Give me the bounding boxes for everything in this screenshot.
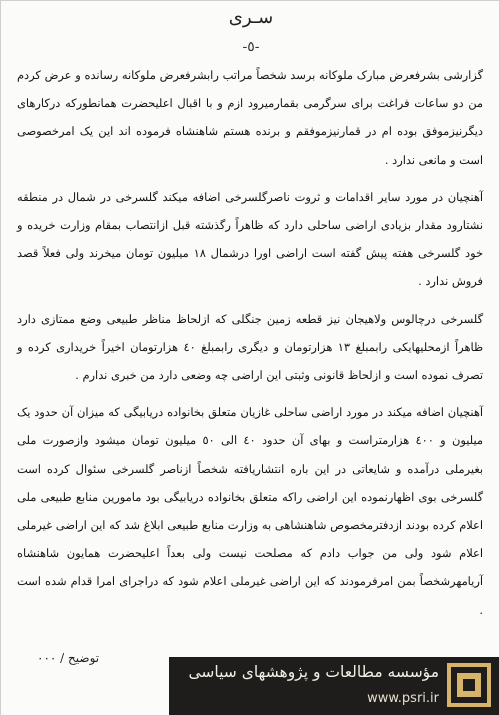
document-body (17, 61, 483, 633)
page-number: -٥- (242, 39, 260, 55)
publisher-watermark (169, 657, 499, 715)
psri-logo-icon (447, 663, 491, 707)
classification-header: سـری (228, 7, 274, 28)
publisher-url: www.psri.ir (367, 691, 439, 706)
paragraph-2: آهنچیان در مورد سایر اقدامات و ثروت ناصرگلسرخی اضافه میکند گلسرخی در شمال در منطقه نشتارود مقدار بزیادی اراضی ساحلی دارد که ظاهراً رگذشته قبل ازانتصاب بمقام وزارت خریده و خود گلسرخی هفته پیش گفته است اراضی اورا درشمال ١٨ میلیون تومان میخرند ولی فعلاً قصد فروش ندارد . (17, 189, 484, 289)
paragraph-1: گزارشی بشرفعرض مبارک ملوکانه برسد شخصاً مراتب رابشرفعرض ملوکانه رسانده و عرض کردم من دو ساعات فراغت برای سرگرمی بقمارمیرود ازم و با اقبال اعلیحضرت همانطورکه درکارهای دیگرنیزموفق بوده ام در قمارنیزموفقم و برنده هستم شاهنشاه فرموده اند این یک امرخصوصی است و مانعی ندارد . (17, 68, 483, 167)
paragraph-4: آهنچیان اضافه میکند در مورد اراضی ساحلی غازیان متعلق بخانواده دریابیگی که میزان آن حدود یک میلیون و ٤٠٠ هزارمتراست و بهای آن حدود ٤٠ الی ٥٠ میلیون تومان میشود وازصورت ملی بغیرملی درآمده و شایعاتی در این باره انتشاریافته شخصاً ازناصر گلسرخی سئوال کرده است گلسرخی بوی اظهارنموده این اراضی راکه متعلق بخانواده دریابیگی بود مامورین منابع طبیعی ملی اعلام کرده بودند ازدفترمخصوص شاهنشاهی به وزارت منابع طبیعی ابلاغ شد که این اراضی غیرملی اعلام شود ولی من جواب دادم که مصلحت نیست ولی بعداً اعلیحضرت همایون شاهنشاه آریامهرشخصاً بمن امرفرمودند که این اراضی غیرملی اعلام شود که دراجرای امرا قدام شده است . (17, 405, 483, 617)
publisher-name: مؤسسه مطالعات و پژوهشهای سیاسی (188, 663, 439, 681)
footer-note: توضیح / ٠٠٠ (37, 651, 100, 665)
paragraph-3: گلسرخی درچالوس ولاهیجان نیز قطعه زمین جنگلی که ازلحاظ مناظر طبیعی وضع ممتازی دارد ظاهراً ازمحلیهایکی رابمبلغ ١٣ هزارتومان و دیگری رابمبلغ ٤٠ هزارتومان اخیراً خریداری کرده و تصرف نموده است و ازلحاظ قانونی وثبتی این اراضی چه وضعی دارد من خبری ندارم . (17, 311, 484, 383)
